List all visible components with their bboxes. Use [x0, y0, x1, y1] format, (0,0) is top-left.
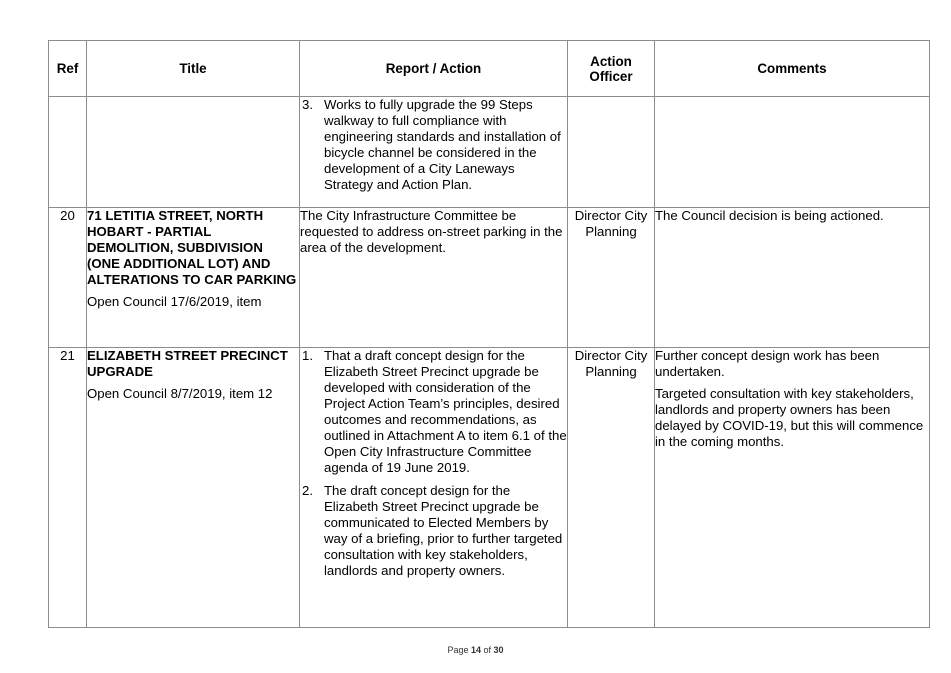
header-report-action: Report / Action [300, 41, 568, 97]
comment-text: The Council decision is being actioned. [655, 208, 884, 223]
title-cell [87, 208, 300, 348]
officer-cell [568, 97, 655, 208]
report-item-text: The draft concept design for the Elizabeth Street Precinct upgrade be communicated to Elected Members by way of a briefing, prior to further targeted consultation with key stakeholders, landlords and property owners. [324, 483, 563, 578]
ref-cell: 20 [49, 208, 87, 348]
report-cell [300, 348, 568, 628]
header-officer-line2: Officer [589, 68, 633, 84]
comment-text: Targeted consultation with key stakeholders, landlords and property owners has been delayed by COVID-19, but this will commence in the coming months. [655, 386, 924, 449]
title-cell [87, 97, 300, 208]
table-header-row [49, 41, 930, 97]
report-cell [300, 97, 568, 208]
comment-text: Further concept design work has been undertaken. [655, 348, 880, 379]
report-item [300, 483, 567, 579]
report-text: The City Infrastructure Committee be requested to address on-street parking in the area of the development. [300, 208, 563, 255]
page-total: 30 [493, 645, 504, 655]
item-title: ELIZABETH STREET PRECINCT UPGRADE [87, 348, 288, 379]
item-meeting-ref: Open Council 17/6/2019, item [87, 294, 262, 309]
header-action-officer [568, 41, 655, 97]
comments-cell [655, 97, 930, 208]
header-officer-line1: Action [590, 53, 632, 69]
ref-cell: 21 [49, 348, 87, 628]
title-cell [87, 348, 300, 628]
table-row [49, 97, 930, 208]
report-list [300, 348, 567, 579]
report-item-text: Works to fully upgrade the 99 Steps walkway to full compliance with engineering standards and installation of bicycle channel be considered in the development of a City Laneways Strategy and Action Plan. [324, 97, 561, 192]
report-list [300, 97, 567, 193]
item-meeting-ref: Open Council 8/7/2019, item 12 [87, 386, 273, 401]
officer-cell: Director City Planning [568, 208, 655, 348]
table-row [49, 208, 930, 348]
header-comments: Comments [655, 41, 930, 97]
comments-cell [655, 348, 930, 628]
officer-cell: Director City Planning [568, 348, 655, 628]
header-ref: Ref [49, 41, 87, 97]
report-item-number: 3. [302, 97, 313, 112]
report-item-number: 2. [302, 483, 313, 498]
report-item [300, 97, 567, 193]
report-item [300, 348, 567, 476]
table-row [49, 348, 930, 628]
page-label: Page [447, 645, 469, 655]
report-cell [300, 208, 568, 348]
header-title: Title [87, 41, 300, 97]
page-current: 14 [470, 645, 481, 655]
page-footer [0, 645, 951, 655]
comments-cell [655, 208, 930, 348]
report-item-number: 1. [302, 348, 313, 363]
ref-cell [49, 97, 87, 208]
item-title: 71 LETITIA STREET, NORTH HOBART - PARTIAL DEMOLITION, SUBDIVISION (ONE ADDITIONAL LOT) AND ALTERATIONS TO CAR PARKING [87, 208, 297, 287]
page-of: of [483, 645, 492, 655]
report-item-text: That a draft concept design for the Elizabeth Street Precinct upgrade be developed with consideration of the Project Action Team’s principles, desired outcomes and recommendations, as outlined in Attachment A to item 6.1 of the Open City Infrastructure Committee agenda of 19 June 2019. [324, 348, 567, 475]
action-table [48, 40, 930, 628]
